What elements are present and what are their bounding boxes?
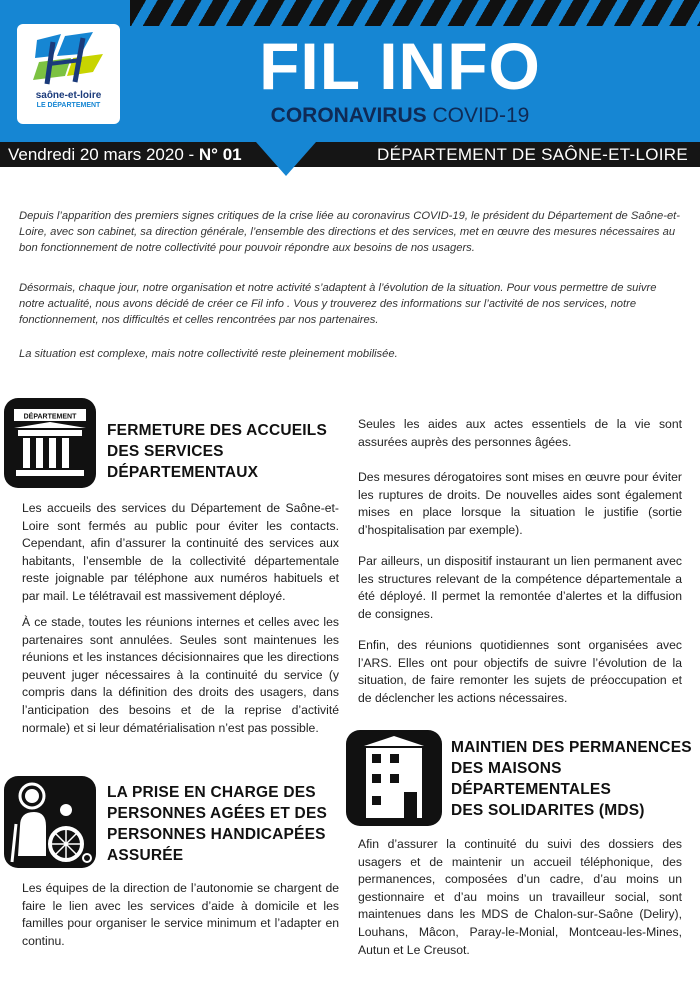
- title-line: LA PRISE EN CHARGE DES: [107, 784, 316, 801]
- section-title-personnes: [107, 782, 347, 866]
- title-line: DÉPARTEMENTAUX: [107, 464, 259, 481]
- elderly-disabled-icon: [4, 776, 96, 868]
- aides-paragraph-4: Enfin, des réunions quotidiennes sont organisées avec l’ARS. Elles ont pour objectifs de suivre l’évolution de la situation, de faire remonter les sujets de préoccupation et de déclencher les actions nécessaires.: [358, 638, 682, 705]
- issue-number: N° 01: [198, 145, 242, 164]
- date-bar: [0, 142, 700, 167]
- accueils-paragraph-2: À ce stade, toutes les réunions internes et celles avec les partenaires sont annulées. Seules sont maintenues les réunions et les instances décisionnaires que les directions peuvent juger nécessaires à la continuité du service (y compris dans la définition des droits des usagers, dans l’anticipation des besoins et de la reprise d’activité normale) et si leur dématérialisation n’est pas possible.: [22, 615, 339, 735]
- header-banner: [0, 0, 700, 142]
- issue-date: [8, 145, 242, 165]
- intro-paragraph-3: La situation est complexe, mais notre collectivité reste pleinement mobilisée.: [19, 348, 398, 360]
- title-line: PERSONNES HANDICAPÉES: [107, 826, 326, 843]
- title-line: DES MAISONS: [451, 760, 562, 777]
- title-line: PERSONNES AGÉES ET DES: [107, 805, 328, 822]
- logo-name: saône-et-loire: [35, 90, 102, 101]
- aides-paragraph-2: Des mesures dérogatoires sont mises en œuvre pour éviter les ruptures de droits. De nouvelles aides sont également mises en place lorsque la situation le justifie (sortie d’hospitalisation par exemple).: [358, 470, 682, 537]
- intro-paragraph-1: Depuis l’apparition des premiers signes critiques de la crise liée au coronavirus COVID-19, le président du Département de Saône-et-Loire, avec son cabinet, sa direction générale, l’ensemble des directions et des services, met en œuvre des mesures nécessaires au bon fonctionnement de notre collectivité pour pouvoir répondre aux besoins de nos usagers.: [19, 210, 681, 254]
- logo-mark-icon: [31, 32, 107, 90]
- department-logo: [17, 24, 120, 124]
- department-name: DÉPARTEMENT DE SAÔNE-ET-LOIRE: [377, 145, 688, 164]
- title-line: FERMETURE DES ACCUEILS: [107, 422, 327, 439]
- aides-paragraph-3: Par ailleurs, un dispositif instaurant un lien permanent avec les structures relevant de la compétence départementale a été déployé. Il permet la remontée d’alertes et la diffusion de consignes.: [358, 554, 682, 621]
- header-notch: [256, 142, 316, 176]
- personnes-paragraph-1: Les équipes de la direction de l’autonomie se chargent de faire le lien avec les services d’aide à domicile et les familles pour organiser le service minimum et l’adapter en continu.: [22, 881, 339, 948]
- intro-paragraph-2: Désormais, chaque jour, notre organisation et notre activité s’adaptent à l’évolution de la situation. Pour vous permettre de suivre notre actualité, nous avons décidé de créer ce Fil info . Vous y trouverez des informations sur l’activité de nos services, notre fonctionnement, nos difficultés et celles rencontrées par nos partenaires.: [19, 282, 657, 326]
- section-title-mds: [451, 737, 696, 821]
- house-icon: [346, 730, 442, 826]
- title-line: ASSURÉE: [107, 847, 184, 864]
- page-subtitle: [150, 104, 650, 128]
- subtitle-bold: CORONAVIRUS: [270, 104, 427, 127]
- header-stripes: [130, 0, 700, 26]
- icon-label: DÉPARTEMENT: [23, 413, 77, 421]
- title-line: DÉPARTEMENTALES: [451, 781, 612, 798]
- department-building-icon: [4, 398, 96, 488]
- page-title: FIL INFO: [259, 29, 541, 103]
- aides-paragraph-1: Seules les aides aux actes essentiels de la vie sont assurées auprès des personnes âgées.: [358, 417, 682, 449]
- title-line: DES SERVICES: [107, 443, 224, 460]
- logo-subtitle: LE DÉPARTEMENT: [36, 102, 101, 109]
- date-text: Vendredi 20 mars 2020 -: [8, 145, 199, 164]
- title-line: MAINTIEN DES PERMANENCES: [451, 739, 692, 756]
- subtitle-rest: COVID-19: [426, 104, 530, 127]
- accueils-paragraph-1: Les accueils des services du Département de Saône-et-Loire sont fermés au public pour éviter les contacts. Cependant, afin d’assurer la continuité des services aux habitants, l’ensemble de la collectivité départementale reste joignable par téléphone aux numéros habituels et par mail. Le télétravail est massivement déployé.: [22, 501, 339, 603]
- section-title-accueils: [107, 420, 347, 483]
- title-line: DES SOLIDARITES (MDS): [451, 802, 645, 819]
- mds-paragraph-1: Afin d’assurer la continuité du suivi des dossiers des usagers et de maintenir un accueil téléphonique, des permanences, composées d’un cadre, d’au moins un gestionnaire et d’au moins un travailleur social, sont maintenues dans les MDS de Chalon-sur-Saône (Deliry), Louhans, Mâcon, Paray-le-Monial, Montceau-les-Mines, Autun et Le Creusot.: [358, 837, 682, 957]
